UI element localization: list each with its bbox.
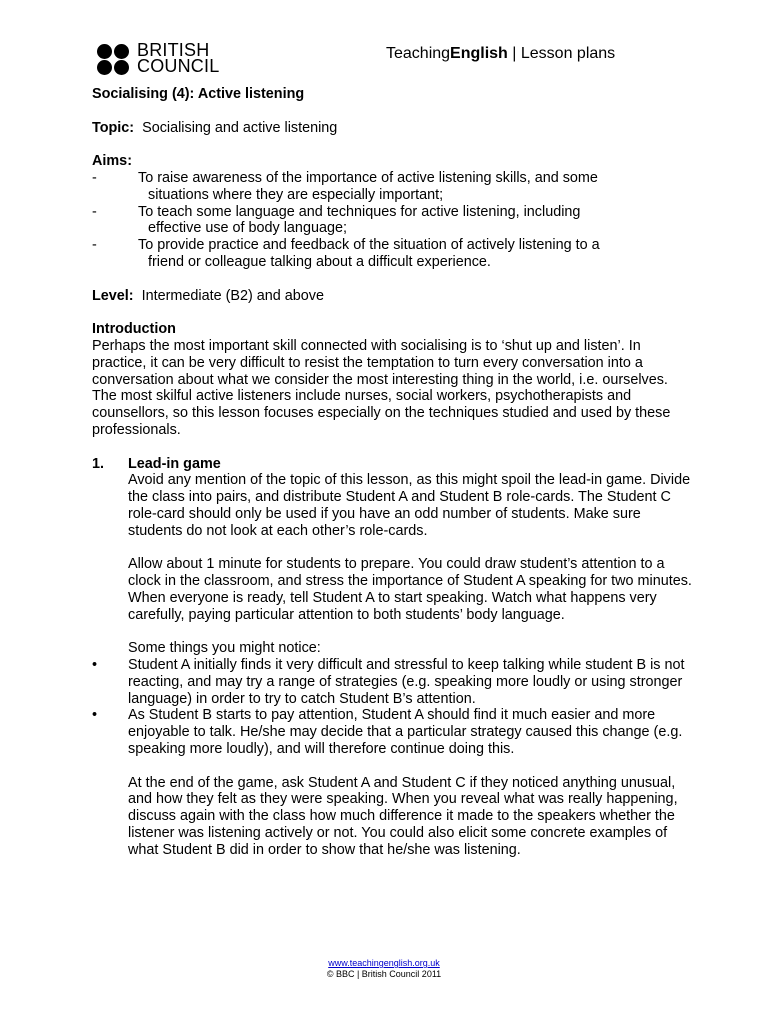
logo-dot (114, 60, 129, 75)
topic-value: Socialising and active listening (142, 119, 338, 136)
aims-label: Aims: (92, 153, 132, 170)
level-value: Intermediate (B2) and above (141, 287, 324, 304)
british-council-logo (97, 42, 227, 76)
section-number: 1. (92, 455, 105, 472)
logo-line-1: BRITISH (137, 40, 210, 60)
footer-copyright: © BBC | British Council 2011 (326, 969, 442, 979)
bullet-text: Student A initially finds it very difficult and stressful to keep talking while student B is not reacting, and may try a range of strategies (e.g. speaking more loudly or using stronger language) in order to try to catch Student B’s attention. (128, 657, 685, 707)
section-1-paragraph-1: Avoid any mention of the topic of this lesson, as this might spoil the lead-in game. Divide the class into pairs, and distribute Student A and Student B role-cards. The Student C role-card should only be used if you have an odd number of students. Make sure students do not look at each other’s role-cards. (128, 472, 691, 539)
header-brand (386, 45, 615, 63)
aim-text-cont: situations where they are especially important; (148, 186, 444, 203)
aim-marker: - (92, 203, 97, 220)
logo-dot (97, 60, 112, 75)
topic-label: Topic: (92, 119, 135, 136)
level-label: Level: (92, 287, 134, 304)
aim-item (92, 237, 692, 271)
aim-text: To provide practice and feedback of the situation of actively listening to a (138, 237, 600, 254)
logo-dot (97, 44, 112, 59)
section-1-paragraph-2: Allow about 1 minute for students to prepare. You could draw student’s attention to a clock in the classroom, and stress the importance of Student A speaking for two minutes. When everyone is ready, tell Student A to start speaking. Watch what happens very carefully, paying particular attention to both students’ body language. (128, 556, 692, 623)
section-heading: Lead-in game (128, 455, 221, 472)
page-title: Socialising (4): Active listening (92, 86, 305, 102)
footer-link[interactable]: www.teachingenglish.org.uk (328, 958, 440, 968)
logo-dots-icon (97, 44, 131, 76)
introduction-body: Perhaps the most important skill connected with socialising is to ‘shut up and listen’. In practice, it can be very difficult to resist the temptation to turn every conversation into a conversation about what we consider the most interesting thing in the world, i.e. ourselves. The most skilful active listeners include nurses, social workers, psychotherapists and counsellors, so this lesson focuses especially on the techniques studied and used by these professionals. (92, 337, 671, 438)
aim-item (92, 204, 692, 238)
level-line (92, 288, 692, 305)
bullet-icon: • (92, 707, 98, 724)
aim-text-cont: effective use of body language; (148, 220, 347, 237)
bullet-text: As Student B starts to pay attention, Student A should find it much easier and more enjoyable to talk. He/she may decide that a particular strategy caused this change (e.g. speaking more loudly), and will therefore continue doing this. (128, 707, 683, 758)
bullet-item (92, 657, 692, 707)
bullet-item (92, 707, 692, 757)
brand-regular: Teaching (386, 45, 451, 62)
lesson-content (92, 86, 692, 859)
logo-dot (114, 44, 129, 59)
bullet-icon: • (92, 657, 98, 674)
aim-text: To teach some language and techniques for active listening, including (138, 203, 581, 220)
section-1-paragraph-3: At the end of the game, ask Student A and Student C if they noticed anything unusual, and how they felt as they were speaking. When you reveal what was really happening, discuss again with the class how much difference it made to the speakers whether the listener was listening actively or not. You could also elicit some concrete examples of what Student B did in order to show that he/she was listening. (128, 774, 678, 858)
logo-line-2: COUNCIL (137, 56, 220, 76)
logo-wordmark (137, 42, 219, 74)
brand-suffix: | Lesson plans (507, 45, 616, 62)
aim-marker: - (92, 169, 97, 186)
introduction-heading: Introduction (92, 321, 176, 338)
topic-line (92, 120, 692, 137)
notice-intro: Some things you might notice: (128, 640, 321, 657)
page-footer (0, 958, 768, 980)
brand-bold: English (450, 45, 508, 62)
aim-text: To raise awareness of the importance of active listening skills, and some (138, 169, 598, 186)
aim-item (92, 170, 692, 204)
aim-marker: - (92, 237, 97, 254)
section-1-heading (92, 456, 692, 473)
aim-text-cont: friend or colleague talking about a difficult experience. (148, 253, 491, 270)
